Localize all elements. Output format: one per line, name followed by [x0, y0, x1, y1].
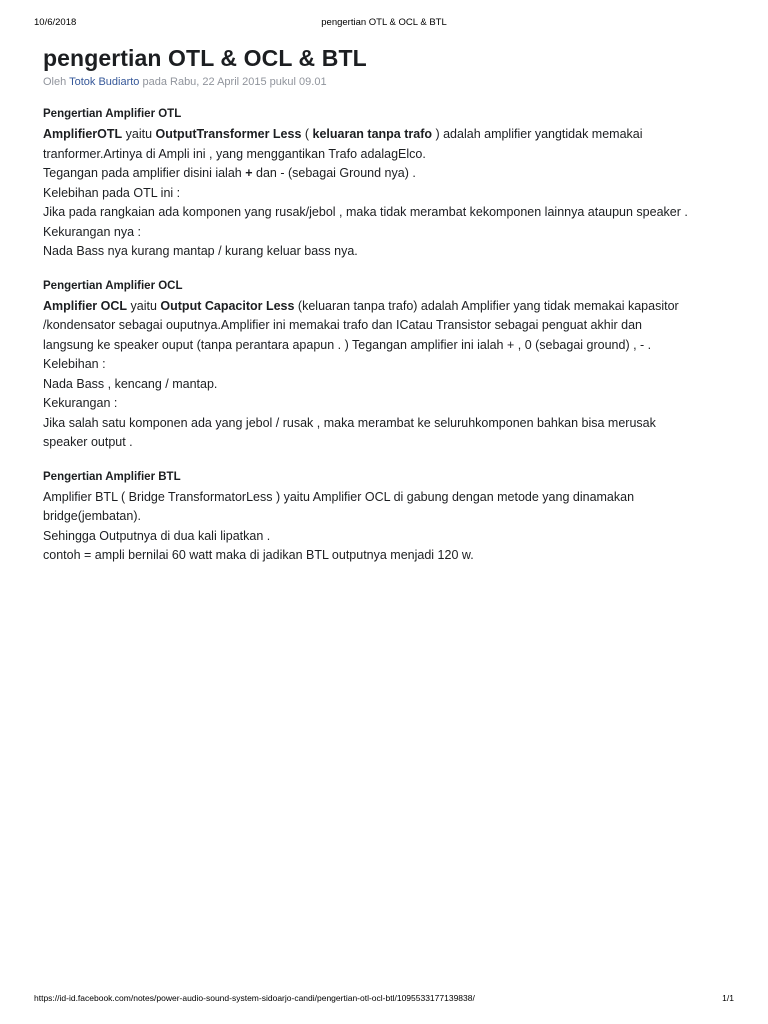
btl-paragraph-2: bridge(jembatan).: [43, 509, 141, 523]
print-url: https://id-id.facebook.com/notes/power-audio-sound-system-sidoarjo-candi/pengertian-otl-ocl-btl/1095533177139838/: [34, 993, 475, 1003]
otl-paragraph-7: Nada Bass nya kurang mantap / kurang keluar bass nya.: [43, 244, 358, 258]
otl-paragraph-5: Jika pada rangkaian ada komponen yang rusak/jebol , maka tidak merambat kekomponen lainnya ataupun speaker .: [43, 205, 688, 219]
btl-paragraph-3: Sehingga Outputnya di dua kali lipatkan .: [43, 528, 271, 543]
text-span: Tegangan pada amplifier disini ialah: [43, 166, 246, 180]
section-heading-ocl: Pengertian Amplifier OCL: [43, 279, 183, 292]
text-span: ) adalah amplifier yangtidak memakai: [432, 127, 643, 141]
page-number: 1/1: [722, 993, 734, 1003]
ocl-paragraph-4: Kelebihan :: [43, 357, 106, 371]
print-header: [34, 17, 734, 31]
print-date: 10/6/2018: [34, 17, 77, 28]
section-otl: [43, 106, 733, 262]
bold-term: Output Capacitor Less: [160, 298, 295, 313]
section-btl: [43, 469, 733, 566]
otl-paragraph-6: Kekurangan nya :: [43, 224, 141, 239]
print-page-title: pengertian OTL & OCL & BTL: [321, 17, 447, 28]
ocl-paragraph-6: Kekurangan :: [43, 396, 118, 410]
print-footer: [34, 993, 734, 1007]
ocl-paragraph-8: speaker output .: [43, 435, 133, 449]
bold-term: OutputTransformer Less: [155, 127, 302, 141]
btl-paragraph-1: Amplifier BTL ( Bridge TransformatorLess ) yaitu Amplifier OCL di gabung dengan metode yang dinamakan: [43, 489, 635, 504]
note-content: [43, 42, 733, 566]
note-title: pengertian OTL & OCL & BTL: [43, 45, 367, 71]
otl-paragraph-3: [43, 164, 733, 184]
btl-paragraph-4: contoh = ampli bernilai 60 watt maka di jadikan BTL outputnya menjadi 120 w.: [43, 548, 474, 562]
text-span: (: [301, 127, 313, 141]
bold-term: AmplifierOTL: [43, 127, 123, 141]
text-span: yaitu: [127, 298, 161, 313]
author-link[interactable]: Totok Budiarto: [69, 76, 140, 88]
otl-paragraph-1: [43, 125, 733, 145]
otl-paragraph-4: Kelebihan pada OTL ini :: [43, 185, 181, 200]
text-span: dan - (sebagai Ground nya) .: [252, 166, 416, 180]
section-heading-btl: Pengertian Amplifier BTL: [43, 470, 181, 483]
ocl-paragraph-5: Nada Bass , kencang / mantap.: [43, 376, 218, 391]
ocl-paragraph-2: /kondensator sebagai ouputnya.Amplifier ini memakai trafo dan ICatau Transistor sebagai penguat akhir dan: [43, 318, 642, 332]
byline-prefix: Oleh: [43, 76, 70, 88]
ocl-paragraph-3: langsung ke speaker ouput (tanpa perantara apapun . ) Tegangan amplifier ini ialah + , 0 (sebagai ground) , - .: [43, 337, 652, 352]
bold-term: +: [245, 166, 253, 180]
text-span: yaitu: [122, 127, 156, 141]
byline-date: pada Rabu, 22 April 2015 pukul 09.01: [139, 76, 327, 88]
ocl-paragraph-1: [43, 297, 733, 317]
byline: [43, 75, 733, 90]
otl-paragraph-2: tranformer.Artinya di Ampli ini , yang menggantikan Trafo adalagElco.: [43, 146, 426, 161]
ocl-paragraph-7: Jika salah satu komponen ada yang jebol / rusak , maka merambat ke seluruhkomponen bahkan bisa merusak: [43, 415, 656, 430]
text-span: (keluaran tanpa trafo) adalah Amplifier yang tidak memakai kapasitor: [294, 298, 679, 313]
bold-term: keluaran tanpa trafo: [312, 127, 432, 141]
bold-term: Amplifier OCL: [43, 298, 128, 313]
section-ocl: [43, 278, 733, 453]
section-heading-otl: Pengertian Amplifier OTL: [43, 108, 182, 120]
